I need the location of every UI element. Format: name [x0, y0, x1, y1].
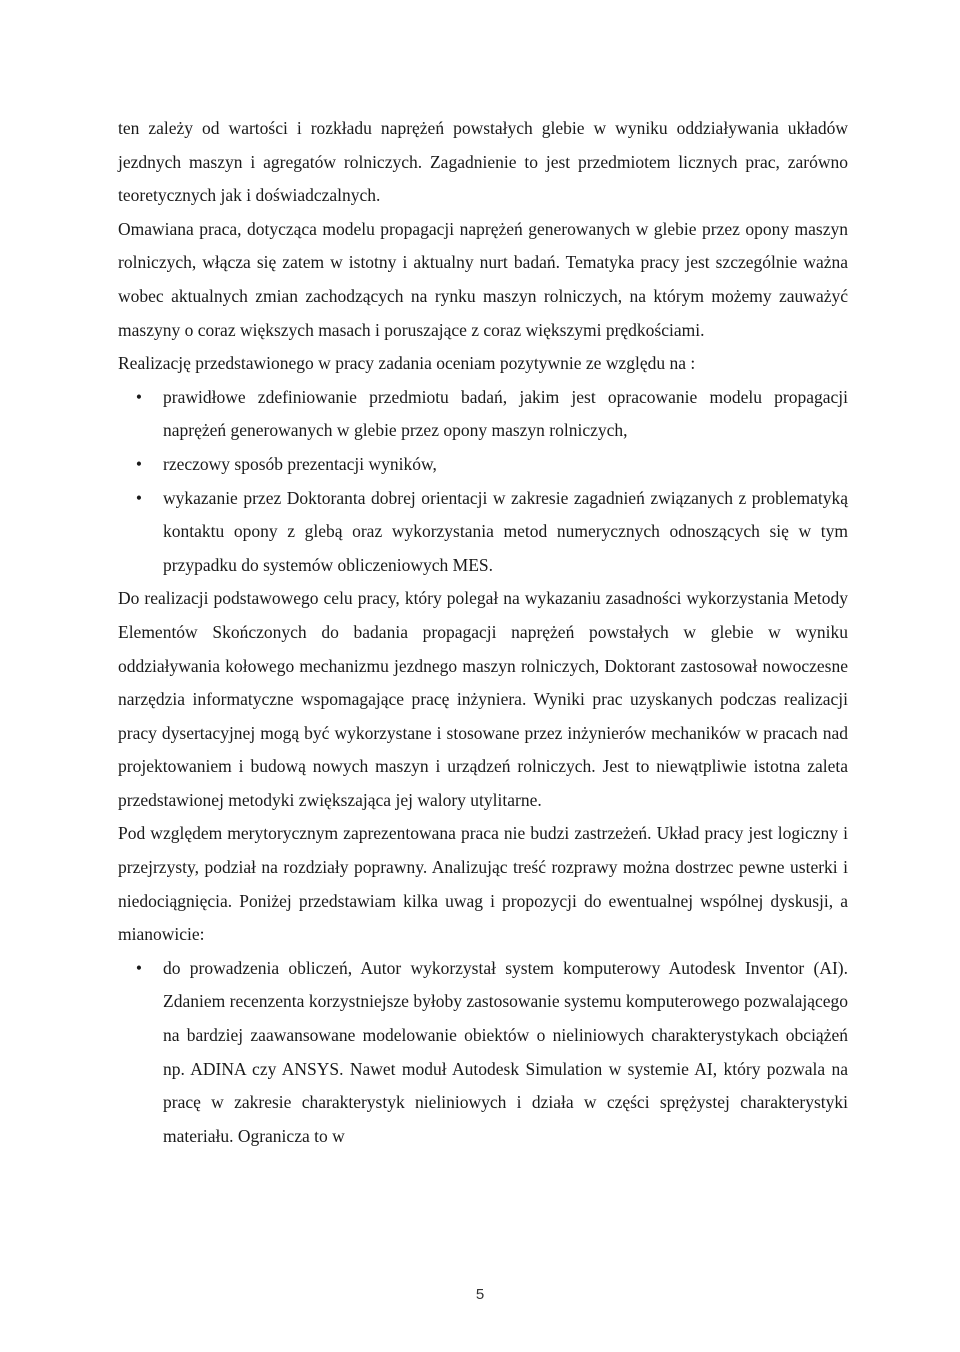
- list-item-text: wykazanie przez Doktoranta dobrej orientacji w zakresie zagadnień związanych z problematyką kontaktu opony z glebą oraz wykorzystania metod numerycznych odnoszących się w tym przypadku do systemów obliczeniowych MES.: [163, 487, 848, 575]
- list-item-text: rzeczowy sposób prezentacji wyników,: [163, 453, 437, 474]
- list-item: [118, 952, 848, 1154]
- page-body: [118, 112, 848, 1153]
- remarks-list: [118, 952, 848, 1154]
- page-number: 5: [475, 1286, 485, 1303]
- evaluation-list: [118, 381, 848, 583]
- bullet-icon: •: [135, 386, 143, 407]
- paragraph-5: Pod względem merytorycznym zaprezentowana praca nie budzi zastrzeżeń. Układ pracy jest logiczny i przejrzysty, podział na rozdziały poprawny. Analizując treść rozprawy można dostrzec pewne usterki i niedociągnięcia. Poniżej przedstawiam kilka uwag i propozycji do ewentualnej wspólnej dyskusji, a mianowicie:: [118, 823, 848, 945]
- paragraph-3: Realizację przedstawionego w pracy zadania oceniam pozytywnie ze względu na :: [118, 353, 696, 374]
- bullet-icon: •: [135, 957, 143, 978]
- paragraph-1: ten zależy od wartości i rozkładu naprężeń powstałych glebie w wyniku oddziaływania układów jezdnych maszyn i agregatów rolniczych. Zagadnienie to jest przedmiotem licznych prac, zarówno teoretycznych jak i doświadczalnych.: [118, 118, 848, 206]
- bullet-icon: •: [135, 487, 143, 508]
- list-item-text: prawidłowe zdefiniowanie przedmiotu badań, jakim jest opracowanie modelu propagacji naprężeń generowanych w glebie przez opony maszyn rolniczych,: [163, 386, 848, 441]
- list-item: [118, 482, 848, 583]
- list-item-text: do prowadzenia obliczeń, Autor wykorzystał system komputerowy Autodesk Inventor (AI). Zdaniem recenzenta korzystniejsze byłoby zastosowanie systemu komputerowego pozwalającego na bardziej zaawansowane modelowanie obiektów o nieliniowych charakterystykach obciążeń np. ADINA czy ANSYS. Nawet moduł Autodesk Simulation w systemie AI, który pozwala na pracę w zakresie charakterystyk nieliniowych i działa w części sprężystej charakterystyki materiału. Ogranicza to w: [163, 957, 848, 1146]
- paragraph-2: Omawiana praca, dotycząca modelu propagacji naprężeń generowanych w glebie przez opony maszyn rolniczych, włącza się zatem w istotny i aktualny nurt badań. Tematyka pracy jest szczególnie ważna wobec aktualnych zmian zachodzących na rynku maszyn rolniczych, na którym możemy zauważyć maszyny o coraz większych masach i poruszające z coraz większymi prędkościami.: [118, 218, 848, 340]
- paragraph-4: Do realizacji podstawowego celu pracy, który polegał na wykazaniu zasadności wykorzystania Metody Elementów Skończonych do badania propagacji naprężeń powstałych w glebie w wyniku oddziaływania kołowego mechanizmu jezdnego maszyn rolniczych, Doktorant zastosował nowoczesne narzędzia informatyczne wspomagające pracę inżyniera. Wyniki prac uzyskanych podczas realizacji pracy dysertacyjnej mogą być wykorzystane i stosowane przez inżynierów mechaników w pracach nad projektowaniem i budową nowych maszyn i urządzeń rolniczych. Jest to niewątpliwie istotna zaleta przedstawionej metodyki zwiększająca jej walory utylitarne.: [118, 588, 848, 810]
- list-item: [118, 381, 848, 448]
- bullet-icon: •: [135, 453, 143, 474]
- list-item: [118, 448, 848, 482]
